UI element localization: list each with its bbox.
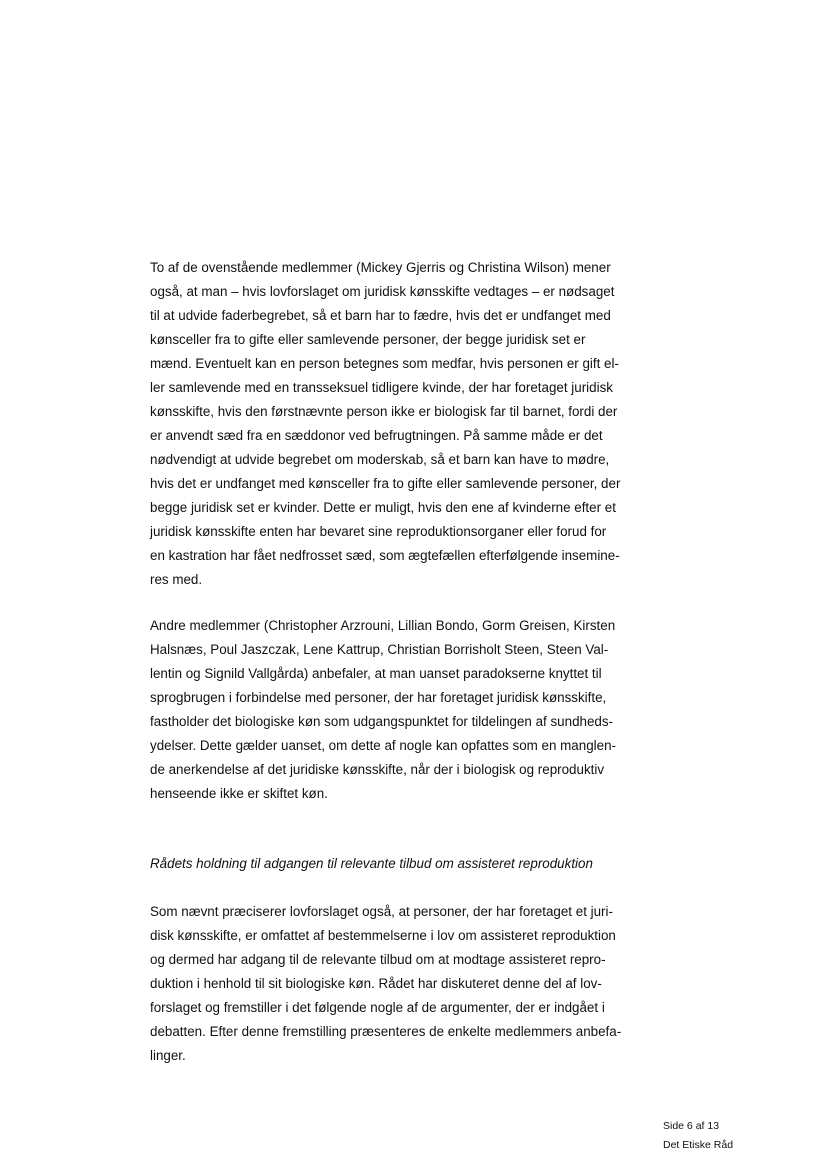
text-line: juridisk kønsskifte enten har bevaret sine reproduktionsorganer eller forud for <box>150 524 607 539</box>
text-line: fastholder det biologiske køn som udgangspunktet for tildelingen af sundheds- <box>150 714 614 729</box>
text-line: begge juridisk set er kvinder. Dette er muligt, hvis den ene af kvinderne efter et <box>150 500 616 515</box>
text-line: er anvendt sæd fra en sæddonor ved befrugtningen. På samme måde er det <box>150 428 603 443</box>
text-line: ler samlevende med en transseksuel tidligere kvinde, der har foretaget juridisk <box>150 380 613 395</box>
text-line: sprogbrugen i forbindelse med personer, der har foretaget juridisk kønsskifte, <box>150 690 607 705</box>
text-line: nødvendigt at udvide begrebet om moderskab, så et barn kan have to mødre, <box>150 452 610 467</box>
text-line: kønsceller fra to gifte eller samlevende personer, der begge juridisk set er <box>150 332 586 347</box>
text-line: forslaget og fremstiller i det følgende nogle af de argumenter, der er indgået i <box>150 1000 605 1015</box>
text-line: disk kønsskifte, er omfattet af bestemmelserne i lov om assisteret reproduktion <box>150 928 616 943</box>
text-line: mænd. Eventuelt kan en person betegnes som medfar, hvis personen er gift el- <box>150 356 619 371</box>
paragraph-assisted-reproduction <box>150 900 670 1068</box>
text-line: linger. <box>150 1048 186 1063</box>
section-heading: Rådets holdning til adgangen til relevante tilbud om assisteret reproduktion <box>150 856 593 871</box>
text-line: lentin og Signild Vallgårda) anbefaler, at man uanset paradokserne knyttet til <box>150 666 602 681</box>
text-line: debatten. Efter denne fremstilling præsenteres de enkelte medlemmers anbefa- <box>150 1024 622 1039</box>
text-line: en kastration har fået nedfrosset sæd, som ægtefællen efterfølgende insemine- <box>150 548 620 563</box>
text-line: duktion i henhold til sit biologiske køn. Rådet har diskuteret denne del af lov- <box>150 976 602 991</box>
text-line: Halsnæs, Poul Jaszczak, Lene Kattrup, Christian Borrisholt Steen, Steen Val- <box>150 642 609 657</box>
paragraph-partner-parenthood <box>150 256 670 592</box>
text-line: Andre medlemmer (Christopher Arzrouni, Lillian Bondo, Gorm Greisen, Kirsten <box>150 618 616 633</box>
page-number: Side 6 af 13 <box>663 1120 720 1132</box>
text-line: og dermed har adgang til de relevante tilbud om at modtage assisteret repro- <box>150 952 606 967</box>
text-line: ydelser. Dette gælder uanset, om dette af nogle kan opfattes som en manglen- <box>150 738 616 753</box>
text-line: hvis det er undfanget med kønsceller fra to gifte eller samlevende personer, der <box>150 476 621 491</box>
text-line: Som nævnt præciserer lovforslaget også, at personer, der har foretaget et juri- <box>150 904 613 919</box>
text-line: de anerkendelse af det juridiske kønsskifte, når der i biologisk og reproduktiv <box>150 762 605 777</box>
text-line: også, at man – hvis lovforslaget om juridisk kønsskifte vedtages – er nødsaget <box>150 284 615 299</box>
text-line: res med. <box>150 572 203 587</box>
paragraph-biological-sex <box>150 614 670 806</box>
text-line: kønsskifte, hvis den førstnævnte person ikke er biologisk far til barnet, fordi der <box>150 404 618 419</box>
text-line: To af de ovenstående medlemmer (Mickey Gjerris og Christina Wilson) mener <box>150 260 611 275</box>
text-line: til at udvide faderbegrebet, så et barn har to fædre, hvis det er undfanget med <box>150 308 611 323</box>
organization-name: Det Etiske Råd <box>663 1139 734 1151</box>
text-line: henseende ikke er skiftet køn. <box>150 786 328 801</box>
page-footer <box>663 1117 733 1155</box>
